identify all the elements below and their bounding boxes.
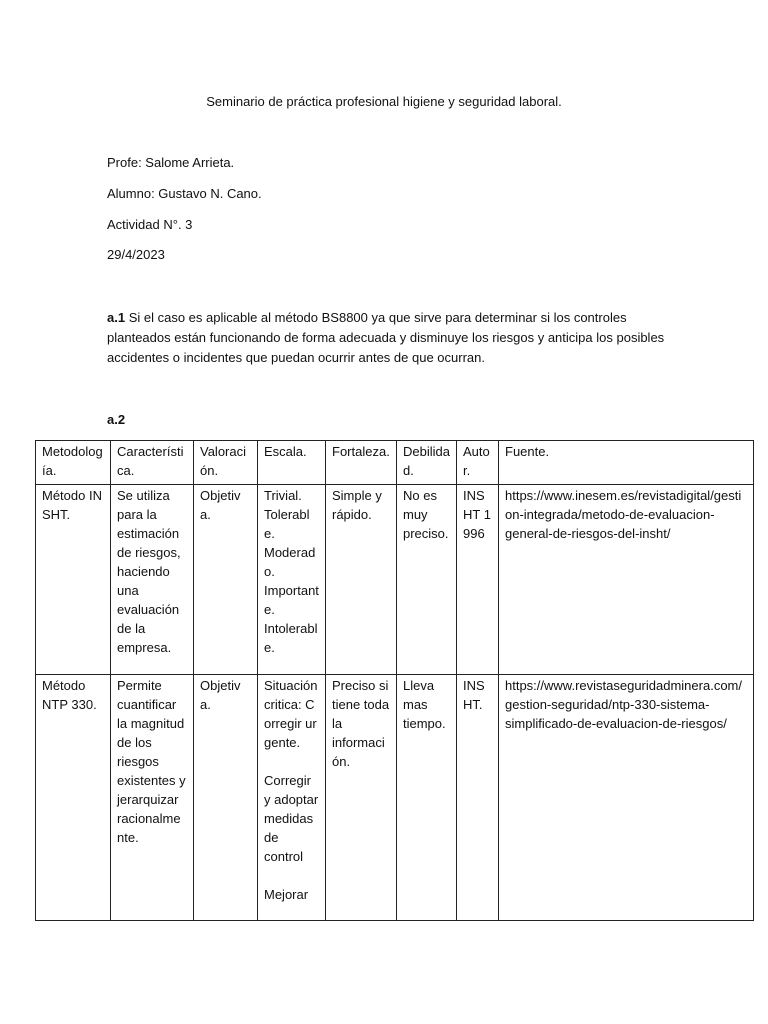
methods-table (35, 440, 754, 921)
scale-item: Tolerable. (264, 507, 310, 541)
cell-escala (258, 485, 326, 675)
cell-escala (258, 675, 326, 921)
activity-line: Actividad N°. 3 (107, 217, 193, 232)
table-header-row (36, 441, 754, 485)
label-a2: a.2 (107, 412, 126, 427)
cell-fortaleza: Simple y rápido. (326, 485, 397, 675)
header-caracteristica: Característica. (111, 441, 194, 485)
table-row (36, 485, 754, 675)
table-row (36, 675, 754, 921)
cell-debilidad: Lleva mas tiempo. (397, 675, 457, 921)
cell-caracteristica: Permite cuantificar la magnitud de los riesgos existentes y jerarquizar racionalmente. (111, 675, 194, 921)
cell-valoracion: Objetiva. (194, 485, 258, 675)
header-fuente: Fuente. (499, 441, 754, 485)
cell-fortaleza: Preciso si tiene toda la información. (326, 675, 397, 921)
paragraph-a1 (107, 308, 667, 368)
cell-fuente-link[interactable]: https://www.inesem.es/revistadigital/gestion-integrada/metodo-de-evaluacion-general-de-riesgos-del-insht/ (499, 485, 754, 675)
student-line: Alumno: Gustavo N. Cano. (107, 186, 262, 201)
document-title: Seminario de práctica profesional higiene y seguridad laboral. (206, 94, 562, 109)
header-valoracion: Valoración. (194, 441, 258, 485)
scale-item: Importante. (264, 583, 319, 617)
cell-caracteristica: Se utiliza para la estimación de riesgos, haciendo una evaluación de la empresa. (111, 485, 194, 675)
header-metodologia: Metodología. (36, 441, 111, 485)
text-a1: Si el caso es aplicable al método BS8800 ya que sirve para determinar si los controles planteados están funcionando de forma adecuada y disminuye los riesgos y anticipa los posibles accidentes o incidentes que puedan ocurrir antes de que ocurran. (107, 310, 665, 365)
date-line: 29/4/2023 (107, 247, 165, 262)
scale-item: Trivial. (264, 488, 302, 503)
header-debilidad: Debilidad. (397, 441, 457, 485)
scale-item: Moderado. (264, 545, 316, 579)
cell-autor: INSHT 1996 (457, 485, 499, 675)
scale-item: Corregir y adoptar medidas de control (264, 773, 319, 864)
scale-item: Situación critica: Corregir urgente. (264, 678, 318, 750)
professor-line: Profe: Salome Arrieta. (107, 155, 235, 170)
scale-item: Mejorar (264, 887, 309, 902)
cell-autor: INSHT. (457, 675, 499, 921)
cell-metodologia: Método INSHT. (36, 485, 111, 675)
cell-debilidad: No es muy preciso. (397, 485, 457, 675)
cell-fuente-link[interactable]: https://www.revistaseguridadminera.com/gestion-seguridad/ntp-330-sistema-simplificado-de-evaluacion-de-riesgos/ (499, 675, 754, 921)
header-fortaleza: Fortaleza. (326, 441, 397, 485)
label-a1: a.1 (107, 310, 126, 325)
header-autor: Autor. (457, 441, 499, 485)
scale-item: Intolerable. (264, 621, 318, 655)
header-escala: Escala. (258, 441, 326, 485)
cell-metodologia: Método NTP 330. (36, 675, 111, 921)
cell-valoracion: Objetiva. (194, 675, 258, 921)
